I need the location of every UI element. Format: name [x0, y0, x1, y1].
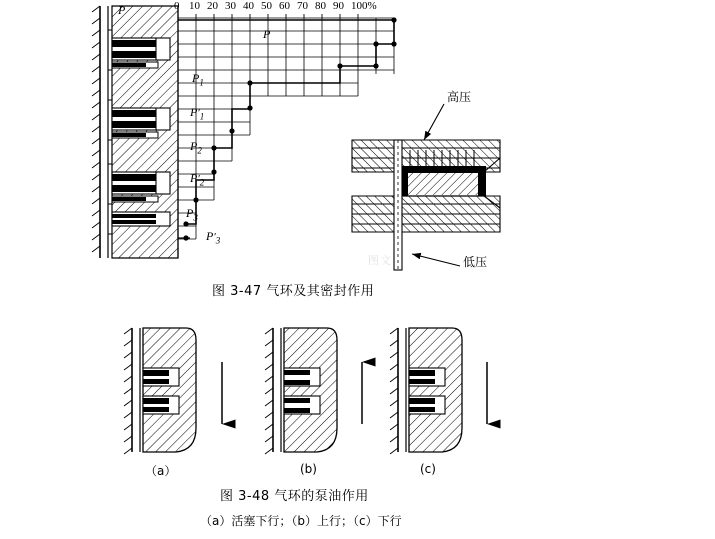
axis-unit-label: 100%	[351, 0, 377, 12]
gas-ring-pumping-diagram	[0, 320, 715, 480]
axis-tick-90: 90	[333, 0, 344, 12]
panel-c	[390, 328, 487, 454]
label-p2: $P_2$	[190, 139, 202, 156]
axis-tick-80: 80	[315, 0, 326, 12]
axis-tick-30: 30	[225, 0, 236, 12]
label-p-curve: P	[263, 27, 271, 41]
annotation-low-pressure: 低压	[463, 255, 488, 269]
label-p1-prime: $P'_1$	[190, 105, 205, 122]
panel-label-a: （a）	[145, 464, 177, 478]
figure-3-48-caption: 图 3-48 气环的泵油作用	[220, 489, 369, 504]
panel-a	[124, 328, 222, 454]
label-p2-prime: $P'_2$	[190, 171, 205, 188]
panel-label-c: (c)	[420, 462, 436, 476]
label-p1: $P_1$	[192, 71, 204, 88]
axis-tick-70: 70	[297, 0, 308, 12]
figure-3-47-caption: 图 3-47 气环及其密封作用	[212, 284, 375, 299]
axis-tick-50: 50	[261, 0, 272, 12]
annotation-high-pressure: 高压	[447, 90, 472, 104]
panel-b	[265, 328, 362, 454]
axis-tick-0: 0	[174, 0, 180, 12]
watermark: 图文	[368, 254, 392, 267]
axis-tick-20: 20	[207, 0, 218, 12]
label-p3: $P_3$	[186, 206, 198, 223]
label-p-top: P	[118, 3, 126, 17]
axis-tick-40: 40	[243, 0, 254, 12]
axis-tick-60: 60	[279, 0, 290, 12]
figure-3-48-subcaption: （a）活塞下行；（b）上行；（c）下行	[200, 514, 402, 528]
label-p3-prime: $P'_3$	[206, 229, 221, 246]
axis-tick-10: 10	[189, 0, 200, 12]
panel-label-b: (b)	[300, 462, 317, 476]
